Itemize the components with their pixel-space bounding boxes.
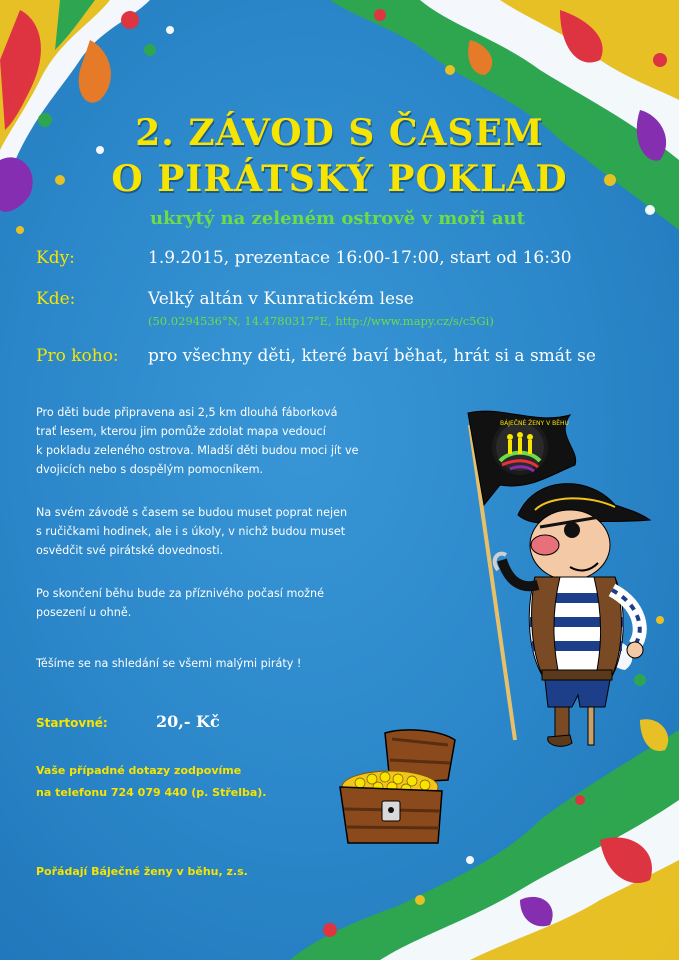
paragraph-line: s ručičkami hodinek, ale i s úkoly, v nichž budou muset xyxy=(36,525,346,538)
contact-info xyxy=(36,760,267,804)
paragraph-line: dvojicích nebo s dospělým pomocníkem. xyxy=(36,463,264,476)
paragraph-line: osvědčit své pirátské dovednosti. xyxy=(36,544,224,557)
where-coordinates: (50.0294536°N, 14.4780317°E, http://www.mapy.cz/s/c5Gi) xyxy=(148,314,494,328)
contact-line-1: Vaše případné dotazy zodpovíme xyxy=(36,764,242,777)
pirate-illustration xyxy=(440,395,660,755)
poster-subtitle: ukrytý na zeleném ostrově v moři aut xyxy=(150,208,525,229)
for-label: Pro koho: xyxy=(36,346,119,366)
poster-title-line1: 2. ZÁVOD S ČASEM xyxy=(135,112,544,154)
fee-label: Startovné: xyxy=(36,716,108,730)
where-label: Kde: xyxy=(36,289,76,309)
fee-value: 20,- Kč xyxy=(156,712,220,731)
flag-logo-text: BÁJEČNÉ ŽENY V BĚHU xyxy=(500,420,569,427)
paragraph-line: k pokladu zeleného ostrova. Mladší děti budou moci jít ve xyxy=(36,444,359,457)
paragraph-line: Po skončení běhu bude za příznivého počasí možné xyxy=(36,587,325,600)
treasure-chest-illustration xyxy=(330,725,470,850)
when-label: Kdy: xyxy=(36,248,75,268)
paragraph-tasks xyxy=(36,503,436,560)
paragraph-line: trať lesem, kterou jim pomůže zdolat mapa vedoucí xyxy=(36,425,326,438)
paragraph-line: posezení u ohně. xyxy=(36,606,132,619)
paragraph-line: Pro děti bude připravena asi 2,5 km dlouhá fáborková xyxy=(36,406,338,419)
when-value: 1.9.2015, prezentace 16:00-17:00, start od 16:30 xyxy=(148,248,572,268)
poster-title-line2: O PIRÁTSKÝ POKLAD xyxy=(111,158,568,200)
paragraph-line: Na svém závodě s časem se budou muset poprat nejen xyxy=(36,506,348,519)
paragraph-fire xyxy=(36,584,436,622)
paragraph-route xyxy=(36,403,436,479)
contact-line-2: na telefonu 724 079 440 (p. Střelba). xyxy=(36,786,267,799)
where-value: Velký altán v Kunratickém lese xyxy=(148,289,414,309)
for-value: pro všechny děti, které baví běhat, hrát si a smát se xyxy=(148,346,596,366)
paragraph-greeting: Těšíme se na shledání se všemi malými piráty ! xyxy=(36,657,302,670)
organizer: Pořádají Báječné ženy v běhu, z.s. xyxy=(36,865,248,878)
